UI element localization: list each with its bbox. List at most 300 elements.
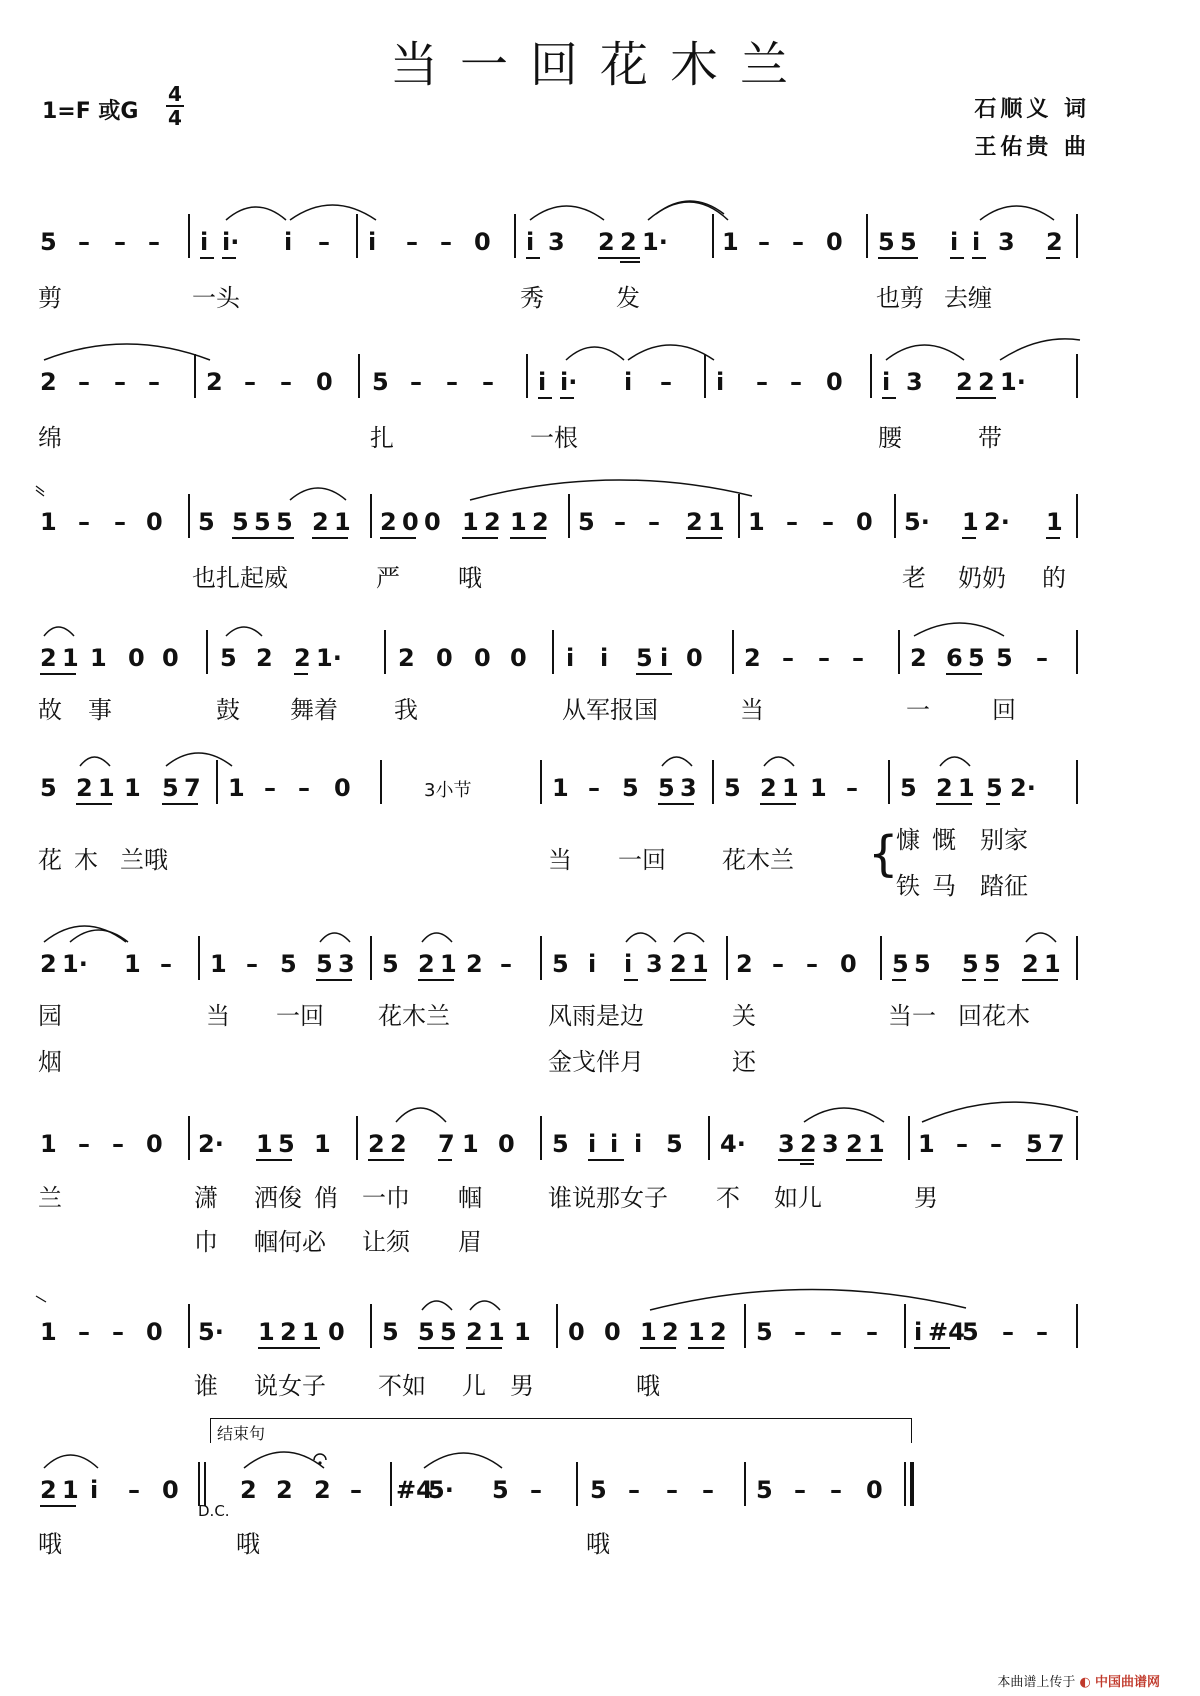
note: 2: [910, 644, 927, 672]
note: 2: [76, 774, 93, 802]
da-capo-mark: D.C.: [198, 1502, 230, 1520]
note: 5: [382, 1318, 399, 1346]
note: –: [78, 508, 90, 536]
note: 5: [878, 228, 895, 256]
note: –: [350, 1476, 362, 1504]
note: 0: [866, 1476, 883, 1504]
note: –: [794, 1318, 806, 1346]
note: 2: [466, 950, 483, 978]
note: 0: [826, 368, 843, 396]
note: 5: [220, 644, 237, 672]
note: 5: [280, 950, 297, 978]
note: 5: [254, 508, 271, 536]
note: 5: [198, 508, 215, 536]
note: i: [624, 950, 633, 978]
note: 2·: [198, 1130, 224, 1158]
note: 2: [40, 368, 57, 396]
note: 0: [424, 508, 441, 536]
lyric: 帼: [458, 1184, 482, 1212]
note: 2: [744, 644, 761, 672]
note: –: [264, 774, 276, 802]
lyric: 哦: [236, 1530, 260, 1558]
note: 5·: [198, 1318, 224, 1346]
note: 5: [900, 774, 917, 802]
note: 2: [368, 1130, 385, 1158]
note: –: [114, 508, 126, 536]
lyric: 鼓: [216, 696, 240, 724]
note: –: [280, 368, 292, 396]
note: 5: [968, 644, 985, 672]
note: 5: [666, 1130, 683, 1158]
lyric: 铁: [896, 872, 920, 900]
lyric: 哦: [458, 564, 482, 592]
note: 1: [962, 508, 979, 536]
note: 2: [662, 1318, 679, 1346]
note: –: [114, 368, 126, 396]
note: i: [538, 368, 547, 396]
note: –: [112, 1130, 124, 1158]
note: 1: [810, 774, 827, 802]
footer-site: 中国曲谱网: [1094, 1675, 1160, 1690]
lyric: 花木兰: [722, 846, 794, 874]
note: –: [588, 774, 600, 802]
note: 1: [302, 1318, 319, 1346]
note: –: [500, 950, 512, 978]
note: –: [1036, 644, 1048, 672]
lyric: 也剪: [876, 284, 924, 312]
lyric: 也扎起威: [192, 564, 288, 592]
lyric: 兰: [38, 1184, 62, 1212]
note: i: [660, 644, 669, 672]
note: i: [284, 228, 293, 256]
note: –: [782, 644, 794, 672]
note: –: [866, 1318, 878, 1346]
lyric-verse-2: 巾: [194, 1228, 218, 1256]
note: –: [956, 1130, 968, 1158]
note: 7: [1048, 1130, 1065, 1158]
note: 1: [228, 774, 245, 802]
note: –: [298, 774, 310, 802]
note: –: [78, 1318, 90, 1346]
lyric: 慨: [932, 826, 956, 854]
note: –: [1002, 1318, 1014, 1346]
lyric: 一回: [276, 1002, 324, 1030]
note: 5: [40, 774, 57, 802]
note: 7: [438, 1130, 455, 1158]
note: 2: [598, 228, 615, 256]
note: 2: [710, 1318, 727, 1346]
note: 5·: [904, 508, 930, 536]
lyric: 当一: [888, 1002, 936, 1030]
slur-arcs: [0, 1318, 1200, 1378]
note: 2: [390, 1130, 407, 1158]
lyric-verse-2: 眉: [458, 1228, 482, 1256]
note: 1: [62, 1476, 79, 1504]
note: 1: [692, 950, 709, 978]
note: 0: [510, 644, 527, 672]
note: –: [246, 950, 258, 978]
footer: [997, 1671, 1160, 1690]
note: –: [852, 644, 864, 672]
note: 5·: [428, 1476, 454, 1504]
note: –: [482, 368, 494, 396]
note: 5: [900, 228, 917, 256]
lyric-verse-2: 让须: [362, 1228, 410, 1256]
note: 2: [978, 368, 995, 396]
note: 1·: [62, 950, 88, 978]
note: i: [914, 1318, 923, 1346]
note: 2: [40, 1476, 57, 1504]
lyric: 不: [716, 1184, 740, 1212]
note: 5: [590, 1476, 607, 1504]
note: 5: [892, 950, 909, 978]
note: –: [830, 1476, 842, 1504]
note: 1: [640, 1318, 657, 1346]
note: 0: [146, 1318, 163, 1346]
lyric: 老: [902, 564, 926, 592]
note: –: [822, 508, 834, 536]
lyric: 哦: [586, 1530, 610, 1558]
lyric: 花木兰: [378, 1002, 450, 1030]
note: i: [972, 228, 981, 256]
note: 5: [418, 1318, 435, 1346]
note: 3: [906, 368, 923, 396]
slur-arcs: [0, 368, 1200, 428]
lyric: 马: [932, 872, 956, 900]
lyric: 带: [978, 424, 1002, 452]
lyric: 当: [740, 696, 764, 724]
slur-arcs: [0, 228, 1200, 288]
note: 3: [680, 774, 697, 802]
note: –: [818, 644, 830, 672]
note: 0: [826, 228, 843, 256]
note: –: [112, 1318, 124, 1346]
note: –: [756, 368, 768, 396]
lyric: 严: [376, 564, 400, 592]
lyric: 男: [510, 1372, 534, 1400]
note: 5: [996, 644, 1013, 672]
note: –: [318, 228, 330, 256]
note: 0: [146, 1130, 163, 1158]
note: –: [628, 1476, 640, 1504]
note: 5: [724, 774, 741, 802]
lyric: 腰: [878, 424, 902, 452]
lyric: 的: [1042, 564, 1066, 592]
note: –: [148, 228, 160, 256]
note: i: [624, 368, 633, 396]
note: 5: [372, 368, 389, 396]
note: 5: [492, 1476, 509, 1504]
lyric: 回花木: [958, 1002, 1030, 1030]
note: 1: [748, 508, 765, 536]
note: –: [440, 228, 452, 256]
note: i·: [560, 368, 578, 396]
lyric: 剪: [38, 284, 62, 312]
lyric: 一头: [192, 284, 240, 312]
note: –: [614, 508, 626, 536]
lyric: 兰哦: [120, 846, 168, 874]
note: 5: [1026, 1130, 1043, 1158]
note: 0: [316, 368, 333, 396]
note: 2: [736, 950, 753, 978]
note: #4: [928, 1318, 965, 1346]
note: 2: [276, 1476, 293, 1504]
lyric: 一根: [530, 424, 578, 452]
note: –: [148, 368, 160, 396]
note: –: [128, 1476, 140, 1504]
note: 1: [958, 774, 975, 802]
note: 2: [670, 950, 687, 978]
note: 5: [440, 1318, 457, 1346]
note: 1: [462, 1130, 479, 1158]
note: –: [244, 368, 256, 396]
note: 1: [124, 950, 141, 978]
note: 2: [532, 508, 549, 536]
note: 2·: [984, 508, 1010, 536]
note: 0: [498, 1130, 515, 1158]
note: 2: [380, 508, 397, 536]
note: 2: [484, 508, 501, 536]
note: 6: [946, 644, 963, 672]
note: 5: [552, 1130, 569, 1158]
note: –: [758, 228, 770, 256]
note: 2: [312, 508, 329, 536]
lyric: 风雨是边: [548, 1002, 644, 1030]
lyric: 哦: [38, 1530, 62, 1558]
lyric-verse-2: 还: [732, 1048, 756, 1076]
note: 1·: [316, 644, 342, 672]
note: –: [660, 368, 672, 396]
lyric: 发: [616, 284, 640, 312]
note: –: [990, 1130, 1002, 1158]
note: –: [794, 1476, 806, 1504]
note: 5: [636, 644, 653, 672]
note: 1: [722, 228, 739, 256]
lyric: 潇: [194, 1184, 218, 1212]
note: 1: [782, 774, 799, 802]
note: 3: [998, 228, 1015, 256]
lyric: 关: [732, 1002, 756, 1030]
note: 3: [778, 1130, 795, 1158]
lyric-verse-2: 烟: [38, 1048, 62, 1076]
note: 2·: [1010, 774, 1036, 802]
note: 2: [466, 1318, 483, 1346]
note: 5: [552, 950, 569, 978]
note: 3: [646, 950, 663, 978]
lyric: 谁说那女子: [548, 1184, 668, 1212]
lyric: 故: [38, 696, 62, 724]
lyric: 绵: [38, 424, 62, 452]
note: 0: [568, 1318, 585, 1346]
note: 2: [956, 368, 973, 396]
lyric: 回: [992, 696, 1016, 724]
note: –: [1036, 1318, 1048, 1346]
note: –: [78, 1130, 90, 1158]
lyric: 慷: [896, 826, 920, 854]
note: 2: [314, 1476, 331, 1504]
note: 3: [822, 1130, 839, 1158]
lyric: 秀: [520, 284, 544, 312]
note: 1: [708, 508, 725, 536]
lyric: 一巾: [362, 1184, 410, 1212]
note: 5: [986, 774, 1003, 802]
note: –: [410, 368, 422, 396]
note: 5: [40, 228, 57, 256]
note: 2: [686, 508, 703, 536]
note: i: [588, 1130, 597, 1158]
lyric: 说女子: [254, 1372, 326, 1400]
note: 0: [328, 1318, 345, 1346]
note: 1: [258, 1318, 275, 1346]
note: 2: [240, 1476, 257, 1504]
lyricist-credit: 石顺义 词: [974, 96, 1090, 122]
note: 2: [206, 368, 223, 396]
note: –: [114, 228, 126, 256]
slur-arcs: [0, 508, 1200, 568]
lyric: 事: [88, 696, 112, 724]
lyric: 不如: [378, 1372, 426, 1400]
note: 1: [62, 644, 79, 672]
note: 5: [756, 1318, 773, 1346]
note: 1: [688, 1318, 705, 1346]
note: 3: [548, 228, 565, 256]
lyric: 园: [38, 1002, 62, 1030]
lyric: 洒俊: [254, 1184, 302, 1212]
time-numerator: 4: [168, 82, 182, 106]
note: 1: [1046, 508, 1063, 536]
ending-bracket: [210, 1418, 912, 1443]
note: 0: [840, 950, 857, 978]
note: 5: [232, 508, 249, 536]
note: 2: [256, 644, 273, 672]
note: 2: [1022, 950, 1039, 978]
note: –: [648, 508, 660, 536]
lyric: 如儿: [774, 1184, 822, 1212]
key-signature: 1=F 或G: [42, 99, 139, 124]
lyric: 当: [548, 846, 572, 874]
lyric: 我: [394, 696, 418, 724]
note: 5: [578, 508, 595, 536]
note: 0: [162, 1476, 179, 1504]
note: 2: [620, 228, 637, 256]
note: 1: [918, 1130, 935, 1158]
note: 2: [418, 950, 435, 978]
note: 1: [256, 1130, 273, 1158]
note: 2: [294, 644, 311, 672]
lyric: 一回: [618, 846, 666, 874]
note: i: [526, 228, 535, 256]
note: 1: [334, 508, 351, 536]
note: i: [882, 368, 891, 396]
lyric: 木: [74, 846, 98, 874]
note: 3: [338, 950, 355, 978]
note: –: [666, 1476, 678, 1504]
note: i: [600, 644, 609, 672]
note: i: [566, 644, 575, 672]
note: 5: [962, 950, 979, 978]
note: 2: [40, 644, 57, 672]
note: 5: [316, 950, 333, 978]
note: 1: [124, 774, 141, 802]
note: 2: [398, 644, 415, 672]
lyric: 哦: [636, 1372, 660, 1400]
note: 0: [146, 508, 163, 536]
lyric: 踏征: [980, 872, 1028, 900]
note: i: [610, 1130, 619, 1158]
note: 0: [436, 644, 453, 672]
note: 5: [276, 508, 293, 536]
time-denominator: 4: [168, 106, 182, 130]
note: 1: [514, 1318, 531, 1346]
ending-label: 结束句: [217, 1424, 266, 1443]
note: –: [78, 368, 90, 396]
note: 1: [90, 644, 107, 672]
note: 0: [128, 644, 145, 672]
note: 1: [488, 1318, 505, 1346]
lyric: 一: [906, 696, 930, 724]
note: 0: [474, 644, 491, 672]
note: 2: [800, 1130, 817, 1158]
time-signature: [166, 84, 184, 128]
note: 0: [334, 774, 351, 802]
lyric: 去缠: [944, 284, 992, 312]
note: 2: [280, 1318, 297, 1346]
lyric: 谁: [194, 1372, 218, 1400]
note: 5: [756, 1476, 773, 1504]
note: –: [446, 368, 458, 396]
footer-upload-text: 本曲谱上传于: [997, 1675, 1076, 1690]
lyric: 儿: [462, 1372, 486, 1400]
note: 2: [40, 950, 57, 978]
note: i·: [222, 228, 240, 256]
note: i: [588, 950, 597, 978]
note: 0: [474, 228, 491, 256]
note: 1: [868, 1130, 885, 1158]
note: 1: [210, 950, 227, 978]
note: 0: [162, 644, 179, 672]
lyric: 男: [914, 1184, 938, 1212]
note: i: [634, 1130, 643, 1158]
note: 1: [314, 1130, 331, 1158]
note: 1: [98, 774, 115, 802]
note: i: [716, 368, 725, 396]
note: 1: [510, 508, 527, 536]
note: 7: [184, 774, 201, 802]
note: –: [786, 508, 798, 536]
note: –: [772, 950, 784, 978]
note: 5: [382, 950, 399, 978]
note: 1: [40, 508, 57, 536]
note: 2: [936, 774, 953, 802]
verse-brace: {: [868, 826, 899, 882]
note: 5: [622, 774, 639, 802]
note: –: [78, 228, 90, 256]
note: 5: [658, 774, 675, 802]
lyric-verse-2: 帼何必: [254, 1228, 326, 1256]
note: 2: [846, 1130, 863, 1158]
note: 1: [40, 1318, 57, 1346]
note: 1: [462, 508, 479, 536]
note: i: [368, 228, 377, 256]
note: 0: [856, 508, 873, 536]
note: 2: [1046, 228, 1063, 256]
note: 0: [604, 1318, 621, 1346]
note: 5: [278, 1130, 295, 1158]
note: 1: [1044, 950, 1061, 978]
note: –: [702, 1476, 714, 1504]
lyric: 从军报国: [562, 696, 658, 724]
note: –: [530, 1476, 542, 1504]
